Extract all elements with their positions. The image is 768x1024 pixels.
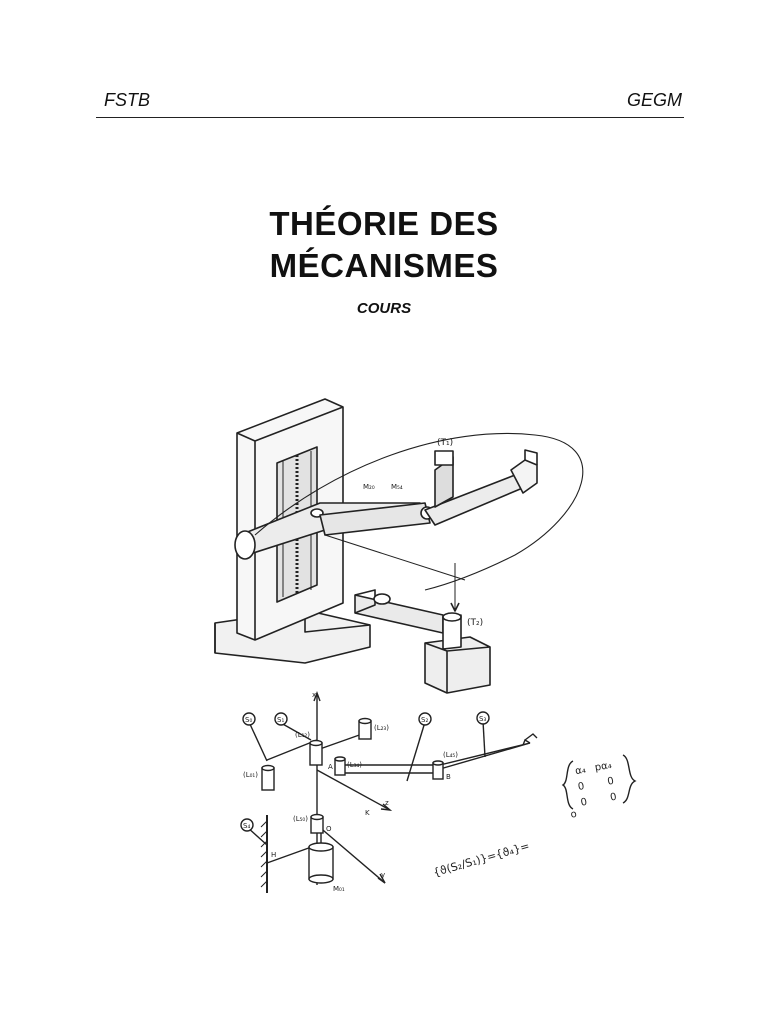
label-s1: S₁ — [277, 716, 285, 724]
header-rule — [96, 117, 684, 118]
matrix-r2c1: 0 — [577, 781, 586, 793]
label-l23: (L₂₃) — [374, 724, 389, 732]
label-l50: (L₅₀) — [293, 815, 308, 823]
matrix-r1c1: α₄ — [574, 764, 587, 778]
label-y-axis: y — [381, 871, 386, 879]
label-s0: S₀ — [245, 716, 253, 724]
label-t2: (T₂) — [467, 618, 484, 628]
subtitle: COURS — [356, 300, 412, 317]
label-z-axis: z — [385, 799, 389, 807]
header-right: GEGM — [626, 90, 682, 110]
matrix-r3c2: 0 — [609, 791, 618, 804]
matrix-r3c1: 0 — [579, 796, 589, 809]
mechanism-figure — [185, 385, 640, 905]
header-left: FSTB — [104, 90, 151, 110]
matrix-origin: o — [569, 808, 578, 821]
label-s3: S₃ — [479, 715, 487, 723]
label-point-a: A — [328, 763, 333, 771]
label-point-b: B — [446, 773, 451, 781]
label-s4: S₄ — [243, 822, 251, 830]
axis-z — [317, 770, 390, 810]
label-s2: S₂ — [421, 716, 429, 724]
label-point-h: H — [271, 851, 277, 859]
label-l34: (L₃₄) — [347, 761, 362, 769]
label-l01: (L₀₁) — [243, 771, 258, 779]
label-m54: M₅₄ — [391, 483, 403, 491]
matrix-r1c2: pα₄ — [594, 759, 613, 774]
matrix-r2c2: 0 — [606, 775, 615, 788]
label-point-k: K — [365, 809, 370, 817]
label-l12: (L₁₂) — [295, 731, 310, 739]
title-line-1: THÉORIE DES — [269, 205, 499, 242]
label-m01: M₀₁ — [333, 885, 345, 893]
mechanism-drawing — [185, 385, 640, 905]
label-x-axis: x — [312, 691, 317, 699]
title-line-2: MÉCANISMES — [269, 247, 499, 284]
label-t1: (T₁) — [437, 438, 454, 448]
label-point-o: O — [326, 825, 332, 833]
motor-m01 — [309, 847, 333, 879]
label-m20: M₂₀ — [363, 483, 375, 491]
label-l45: (L₄₅) — [443, 751, 458, 759]
page-title — [0, 203, 768, 287]
equation-left: {ϑ(S₂/S₁)}={ϑ₄}= — [431, 839, 531, 880]
